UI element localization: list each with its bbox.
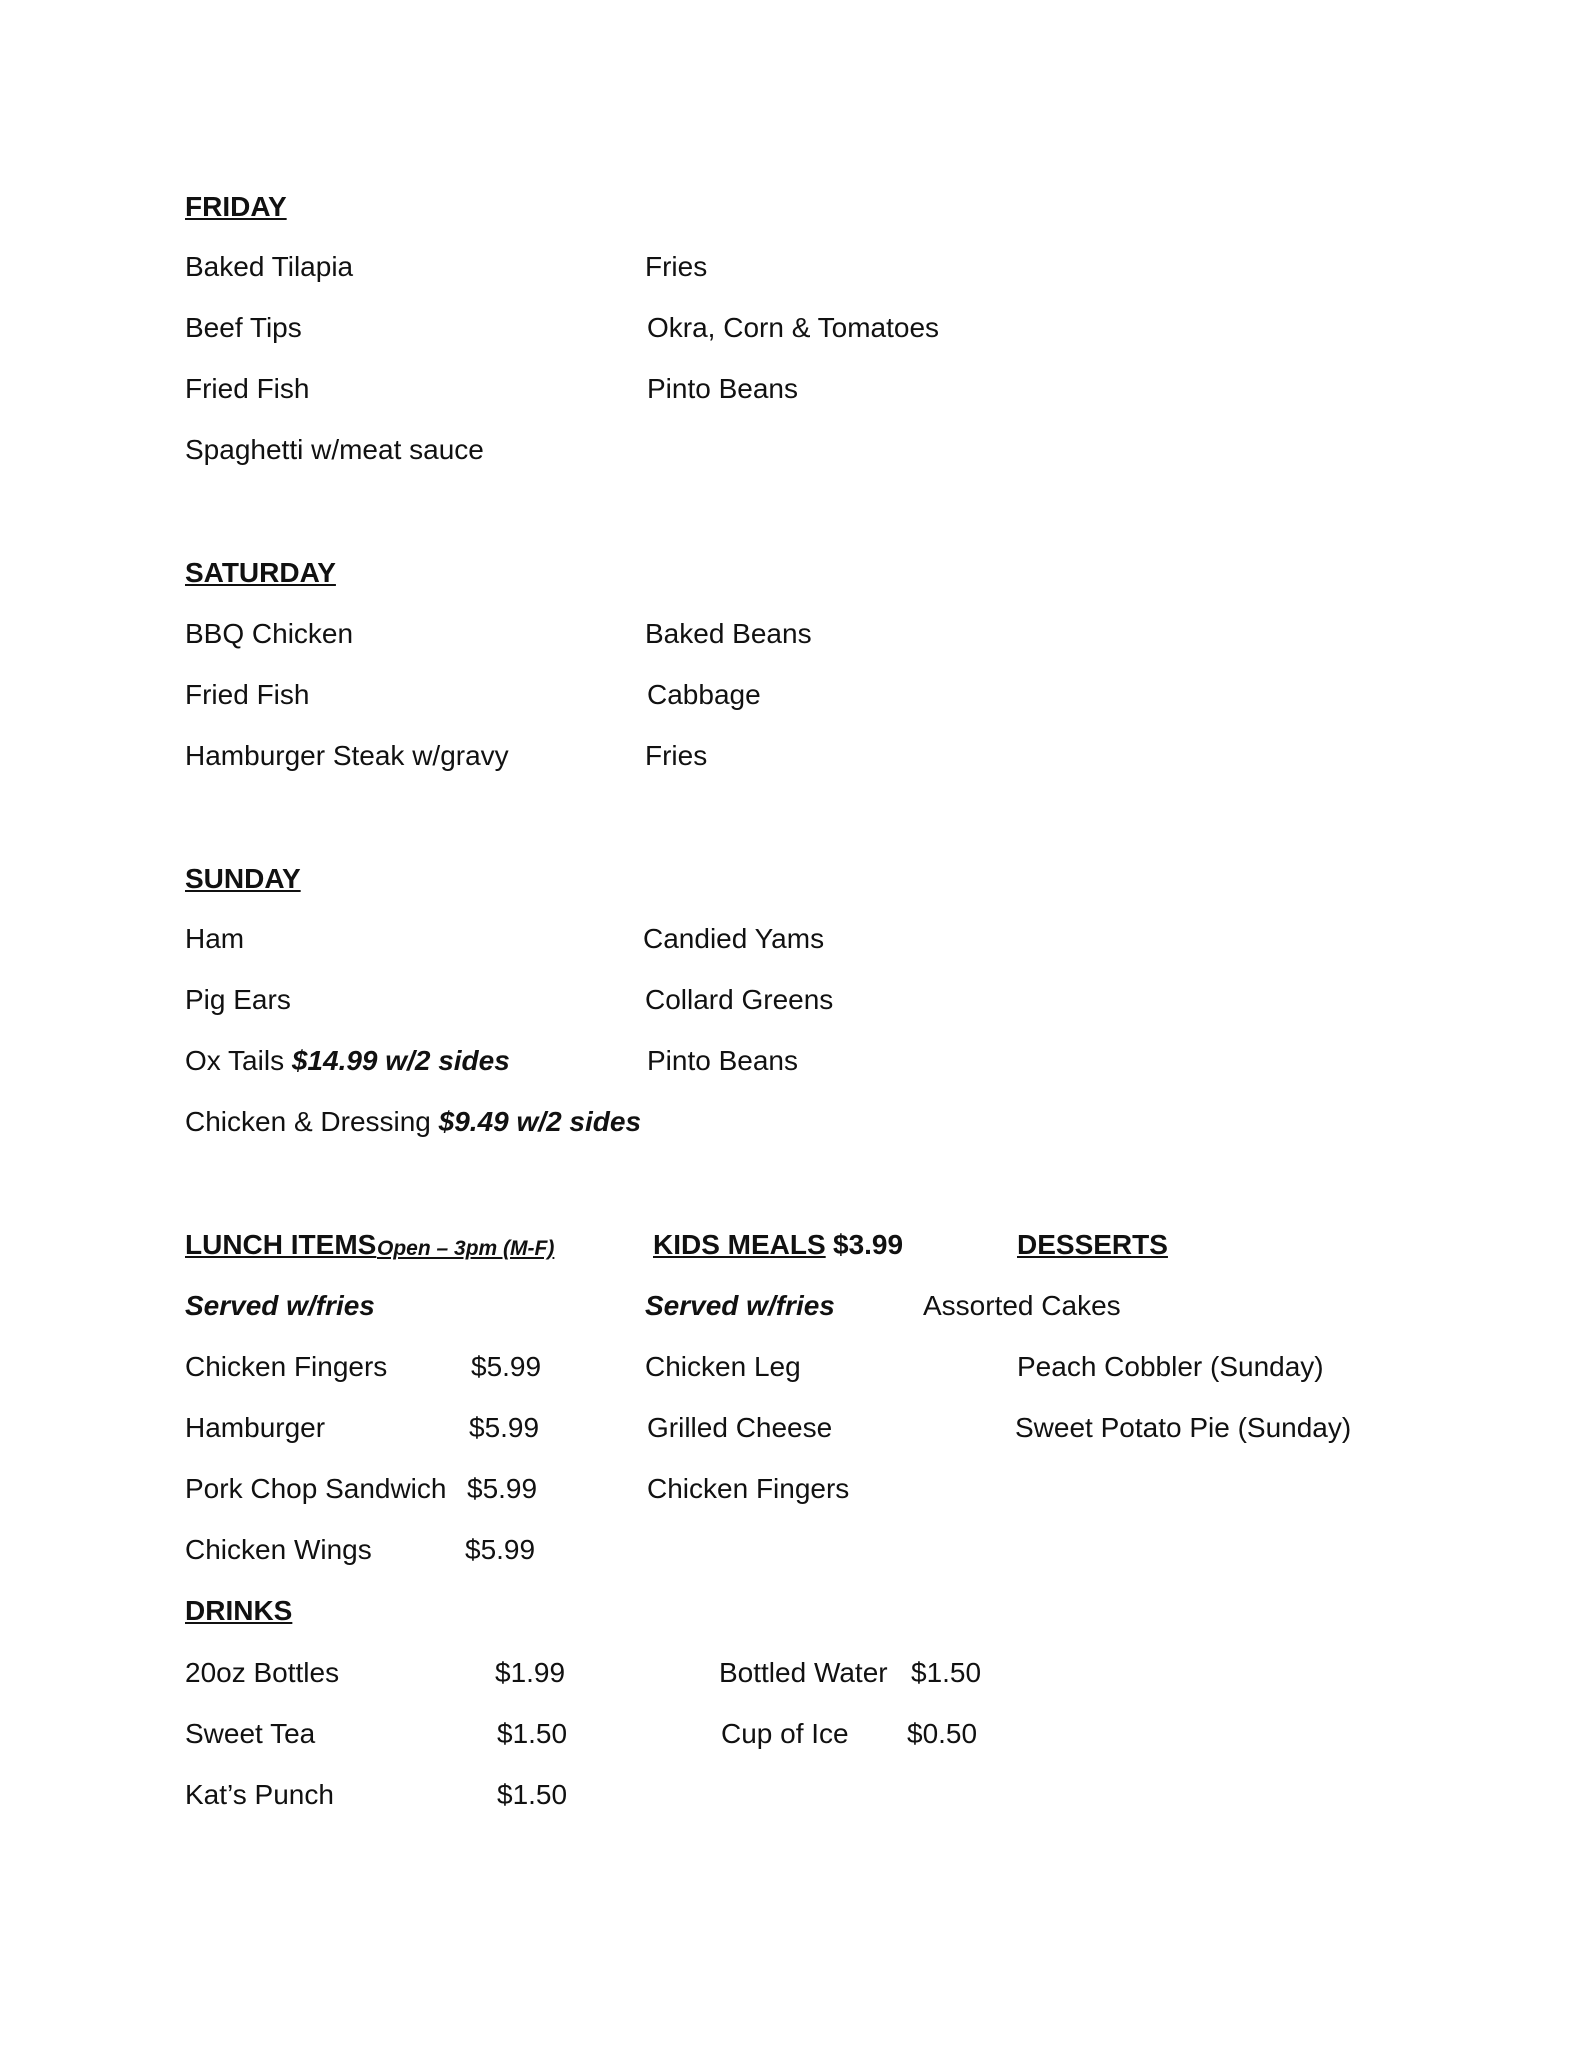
sunday-side-item: Pinto Beans [647,1045,798,1076]
sunday-main-item [185,1105,641,1139]
kids-served-note: Served w/fries [645,1290,835,1321]
friday-main-item: Fried Fish [185,373,310,404]
item-name: Ox Tails [185,1045,285,1076]
item-price: $14.99 w/2 sides [291,1045,510,1076]
lunch-item-price: $5.99 [471,1351,542,1382]
friday-main-item: Spaghetti w/meat sauce [185,434,484,465]
kids-price: $3.99 [833,1229,904,1260]
drink-name: Cup of Ice [721,1718,849,1749]
lunch-item-price: $5.99 [465,1534,536,1565]
lunch-item-price: $5.99 [467,1473,538,1504]
dessert-item: Sweet Potato Pie (Sunday) [1015,1412,1352,1443]
kids-item: Grilled Cheese [647,1412,833,1443]
sunday-main-item [185,1044,510,1078]
kids-item: Chicken Leg [645,1351,801,1382]
friday-heading: FRIDAY [185,191,287,222]
saturday-side-item: Cabbage [647,679,761,710]
lunch-heading: LUNCH ITEMS [185,1229,377,1260]
sunday-side-item: Collard Greens [645,984,834,1015]
item-name: Chicken & Dressing [185,1106,431,1137]
dessert-item: Peach Cobbler (Sunday) [1017,1351,1324,1382]
saturday-main-item: Fried Fish [185,679,310,710]
drink-name: Sweet Tea [185,1718,316,1749]
lunch-item-name: Hamburger [185,1412,326,1443]
sunday-main-item: Pig Ears [185,984,291,1015]
kids-heading: KIDS MEALS [653,1229,826,1260]
drink-name: Kat’s Punch [185,1779,334,1810]
friday-main-item: Beef Tips [185,312,302,343]
desserts-heading: DESSERTS [1017,1229,1168,1260]
lunch-item-name: Pork Chop Sandwich [185,1473,447,1504]
friday-side-item: Fries [645,251,708,282]
dessert-item: Assorted Cakes [923,1290,1121,1321]
sunday-main-item: Ham [185,923,245,954]
saturday-side-item: Baked Beans [645,618,812,649]
lunch-item-name: Chicken Wings [185,1534,372,1565]
lunch-item-name: Chicken Fingers [185,1351,388,1382]
drink-price: $1.50 [497,1718,568,1749]
drink-price: $1.50 [911,1657,982,1688]
drinks-heading: DRINKS [185,1595,293,1626]
kids-item: Chicken Fingers [647,1473,850,1504]
lunch-item-price: $5.99 [469,1412,540,1443]
saturday-side-item: Fries [645,740,708,771]
saturday-heading: SATURDAY [185,557,336,588]
friday-side-item: Okra, Corn & Tomatoes [647,312,940,343]
drink-name: Bottled Water [719,1657,888,1688]
saturday-main-item: Hamburger Steak w/gravy [185,740,509,771]
drink-price: $1.50 [497,1779,568,1810]
item-price: $9.49 w/2 sides [438,1106,642,1137]
saturday-main-item: BBQ Chicken [185,618,354,649]
drink-name: 20oz Bottles [185,1657,340,1688]
lunch-served-note: Served w/fries [185,1290,375,1321]
drink-price: $1.99 [495,1657,566,1688]
sunday-side-item: Candied Yams [643,923,825,954]
sunday-heading: SUNDAY [185,863,301,894]
friday-side-item: Pinto Beans [647,373,798,404]
drink-price: $0.50 [907,1718,978,1749]
lunch-hours-note: Open – 3pm (M-F) [377,1237,555,1260]
friday-main-item: Baked Tilapia [185,251,354,282]
